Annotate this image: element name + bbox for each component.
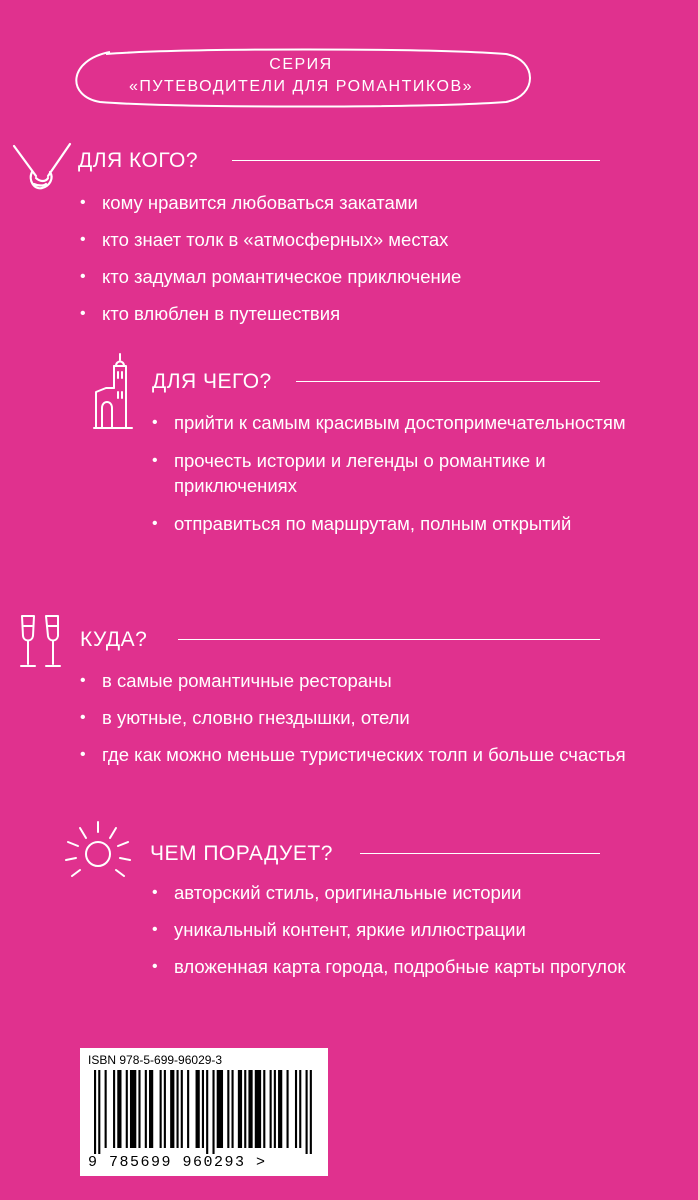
section-divider <box>296 381 600 382</box>
section-heading: ЧЕМ ПОРАДУЕТ? <box>150 842 333 865</box>
list-item: • кто знает толк в «атмосферных» местах <box>78 227 638 252</box>
barcode-bar <box>138 1070 140 1148</box>
barcode-bar <box>227 1070 229 1148</box>
section-divider <box>178 639 600 640</box>
barcode-bar <box>164 1070 166 1148</box>
list-item: • кому нравится любоваться закатами <box>78 190 638 215</box>
barcode-bar <box>263 1070 265 1148</box>
holding-hands-icon <box>10 140 74 196</box>
barcode-bar <box>113 1070 115 1148</box>
barcode-bar <box>126 1070 128 1148</box>
barcode-bar <box>255 1070 261 1148</box>
barcode-bar <box>287 1070 289 1148</box>
list-item: • уникальный контент, яркие иллюстрации <box>150 917 650 942</box>
church-icon <box>92 352 136 432</box>
barcode-bar <box>160 1070 162 1148</box>
list-item: • кто влюблен в путешествия <box>78 301 638 326</box>
list-item: • прочесть истории и легенды о романтике и приключениях <box>150 448 650 498</box>
barcode-bar <box>232 1070 234 1148</box>
list-item: • прийти к самым красивым достопримечательностям <box>150 410 650 435</box>
list-item: • в уютные, словно гнездышки, отели <box>78 705 648 730</box>
barcode-bar <box>177 1070 179 1148</box>
barcode-digits: 9 785699 960293 > <box>88 1154 267 1171</box>
section-heading: ДЛЯ ЧЕГО? <box>152 370 272 393</box>
list-item: • в самые романтичные рестораны <box>78 668 648 693</box>
barcode-bar <box>117 1070 121 1148</box>
barcode-bar <box>248 1070 252 1148</box>
sun-icon <box>62 818 134 884</box>
series-title: «ПУТЕВОДИТЕЛИ ДЛЯ РОМАНТИКОВ» <box>128 78 474 95</box>
barcode-bar <box>278 1070 282 1148</box>
section-heading: ДЛЯ КОГО? <box>78 149 199 172</box>
barcode-bar <box>270 1070 272 1148</box>
barcode-bar <box>98 1070 100 1154</box>
barcode-bar <box>212 1070 214 1154</box>
list-item: • вложенная карта города, подробные карты прогулок <box>150 954 650 979</box>
barcode-bar <box>310 1070 312 1154</box>
list-item: • отправиться по маршрутам, полным открытий <box>150 511 650 536</box>
barcode-bar <box>149 1070 153 1148</box>
barcode-bar <box>145 1070 147 1148</box>
isbn-barcode <box>80 1048 328 1176</box>
barcode-bar <box>306 1070 308 1154</box>
barcode-bar <box>105 1070 107 1148</box>
barcode-bar <box>196 1070 200 1148</box>
barcode-bar <box>299 1070 301 1148</box>
list-item: • где как можно меньше туристических толп и больше счастья <box>78 742 648 767</box>
list-item: • авторский стиль, оригинальные истории <box>150 880 650 905</box>
barcode-bar <box>181 1070 183 1148</box>
section-divider <box>232 160 600 161</box>
series-label: СЕРИЯ <box>269 56 333 73</box>
series-badge <box>66 46 536 108</box>
barcode-bar <box>295 1070 297 1148</box>
barcode-bar <box>244 1070 246 1148</box>
champagne-glasses-icon <box>16 612 66 672</box>
barcode-bar <box>238 1070 242 1148</box>
section-heading: КУДА? <box>80 628 148 651</box>
barcode-bar <box>187 1070 189 1148</box>
barcode-bar <box>206 1070 208 1154</box>
barcode-bar <box>94 1070 96 1154</box>
barcode-bar <box>130 1070 136 1148</box>
section-divider <box>360 853 600 854</box>
barcode-bar <box>202 1070 204 1148</box>
list-item: • кто задумал романтическое приключение <box>78 264 638 289</box>
isbn-number: ISBN 978-5-699-96029-3 <box>88 1053 223 1067</box>
barcode-bars <box>94 1070 314 1154</box>
barcode-bar <box>217 1070 223 1148</box>
barcode-bar <box>170 1070 174 1148</box>
barcode-bar <box>274 1070 276 1148</box>
